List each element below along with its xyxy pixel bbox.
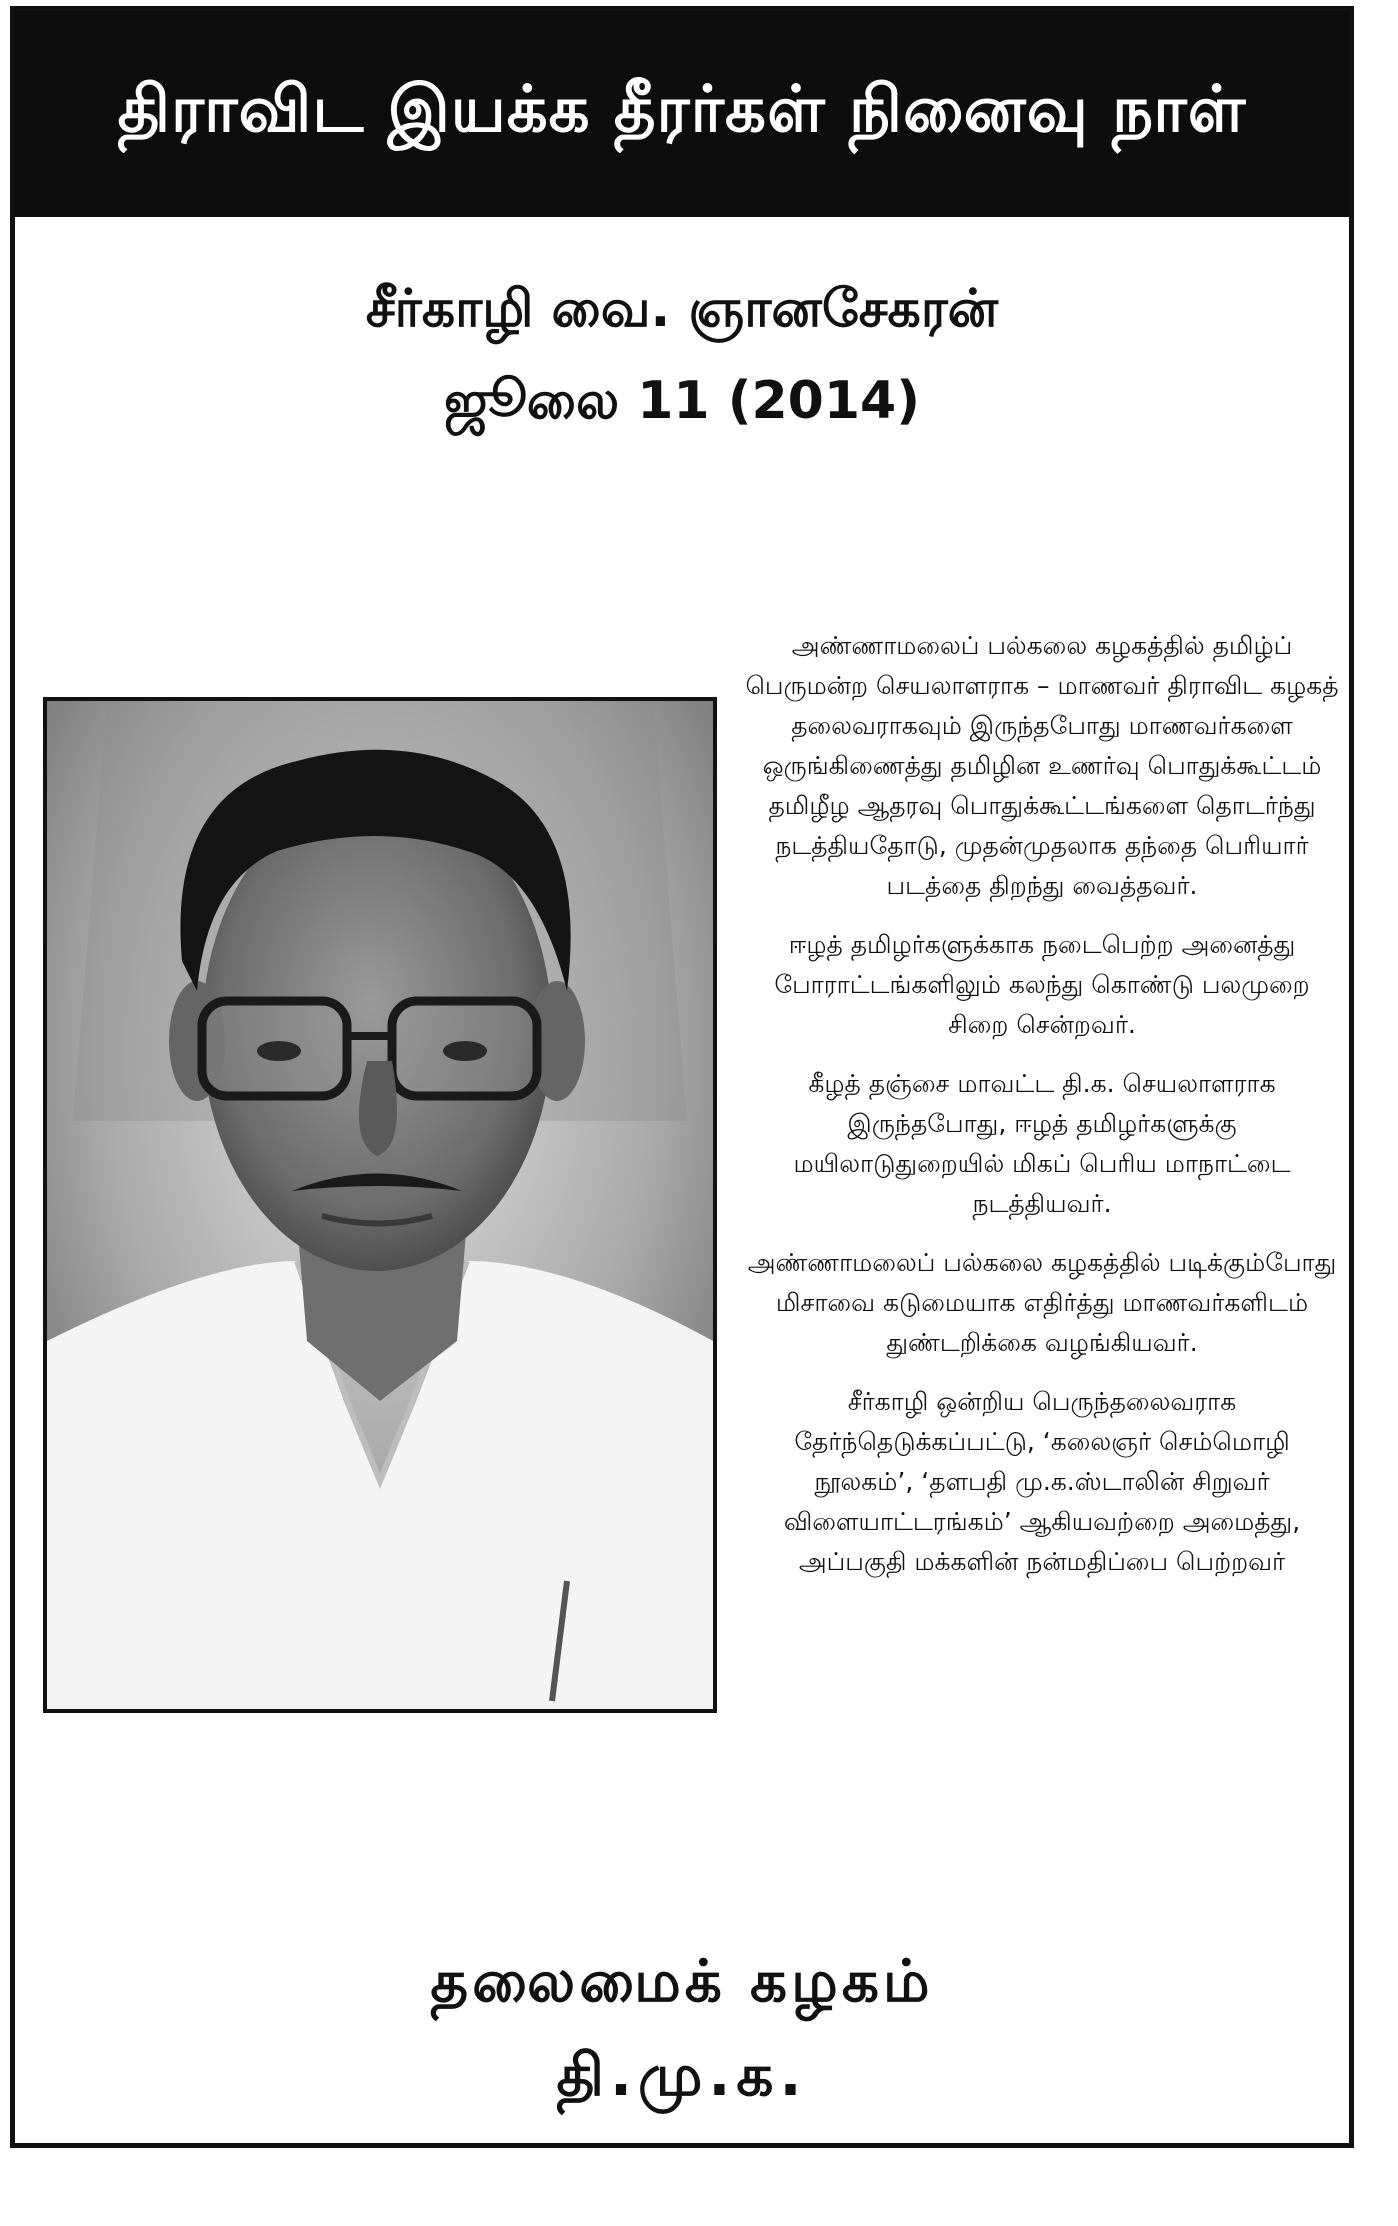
person-name: சீர்காழி வை. ஞானசேகரன்: [365, 279, 999, 339]
portrait-photo-icon: [47, 701, 713, 1709]
header-banner: [15, 11, 1349, 217]
bio-paragraph: ஈழத் தமிழர்களுக்காக நடைபெற்ற அனைத்து போராட்டங்களிலும் கலந்து கொண்டு பலமுறை சிறை சென்றவர்.: [774, 930, 1310, 1039]
footer-party: தி.மு.க.: [556, 2041, 808, 2109]
bio-paragraph: கீழத் தஞ்சை மாவட்ட தி.க. செயலாளராக இருந்தபோது, ஈழத் தமிழர்களுக்கு மயிலாடுதுறையில் மிகப் பெரிய மாநாட்டை நடத்தியவர்.: [793, 1069, 1291, 1218]
footer-organization: தலைமைக் கழகம்: [430, 1947, 934, 2015]
portrait-photo: [43, 697, 717, 1713]
bio-paragraph: அண்ணாமலைப் பல்கலை கழகத்தில் படிக்கும்போது மிசாவை கடுமையாக எதிர்த்து மாணவர்களிடம் துண்டறிக்கை வழங்கியவர்.: [747, 1248, 1337, 1357]
bio-paragraph: சீர்காழி ஒன்றிய பெருந்தலைவராக தேர்ந்தெடுக்கப்பட்டு, ‘கலைஞர் செம்மொழி நூலகம்’, ‘தளபதி மு.க.ஸ்டாலின் சிறுவர் விளையாட்டரங்கம்’ ஆகியவற்றை அமைத்து, அப்பகுதி மக்களின் நன்மதிப்பை பெற்றவர்: [783, 1387, 1301, 1576]
biography: [741, 626, 1343, 1601]
bio-paragraph: அண்ணாமலைப் பல்கலை கழகத்தில் தமிழ்ப் பெருமன்ற செயலாளராக – மாணவர் திராவிட கழகத் தலைவராகவும் இருந்தபோது மாணவர்களை ஒருங்கிணைத்து தமிழின உணர்வு பொதுக்கூட்டம் தமிழீழ ஆதரவு பொதுக்கூட்டங்களை தொடர்ந்து நடத்தியதோடு, முதன்முதலாக தந்தை பெரியார் படத்தை திறந்து வைத்தவர்.: [745, 631, 1339, 900]
memorial-date: ஜூலை 11 (2014): [444, 371, 920, 431]
memorial-notice: [10, 6, 1354, 2148]
banner-title: திராவிட இயக்க தீரர்கள் நினைவு நாள்: [117, 73, 1247, 147]
